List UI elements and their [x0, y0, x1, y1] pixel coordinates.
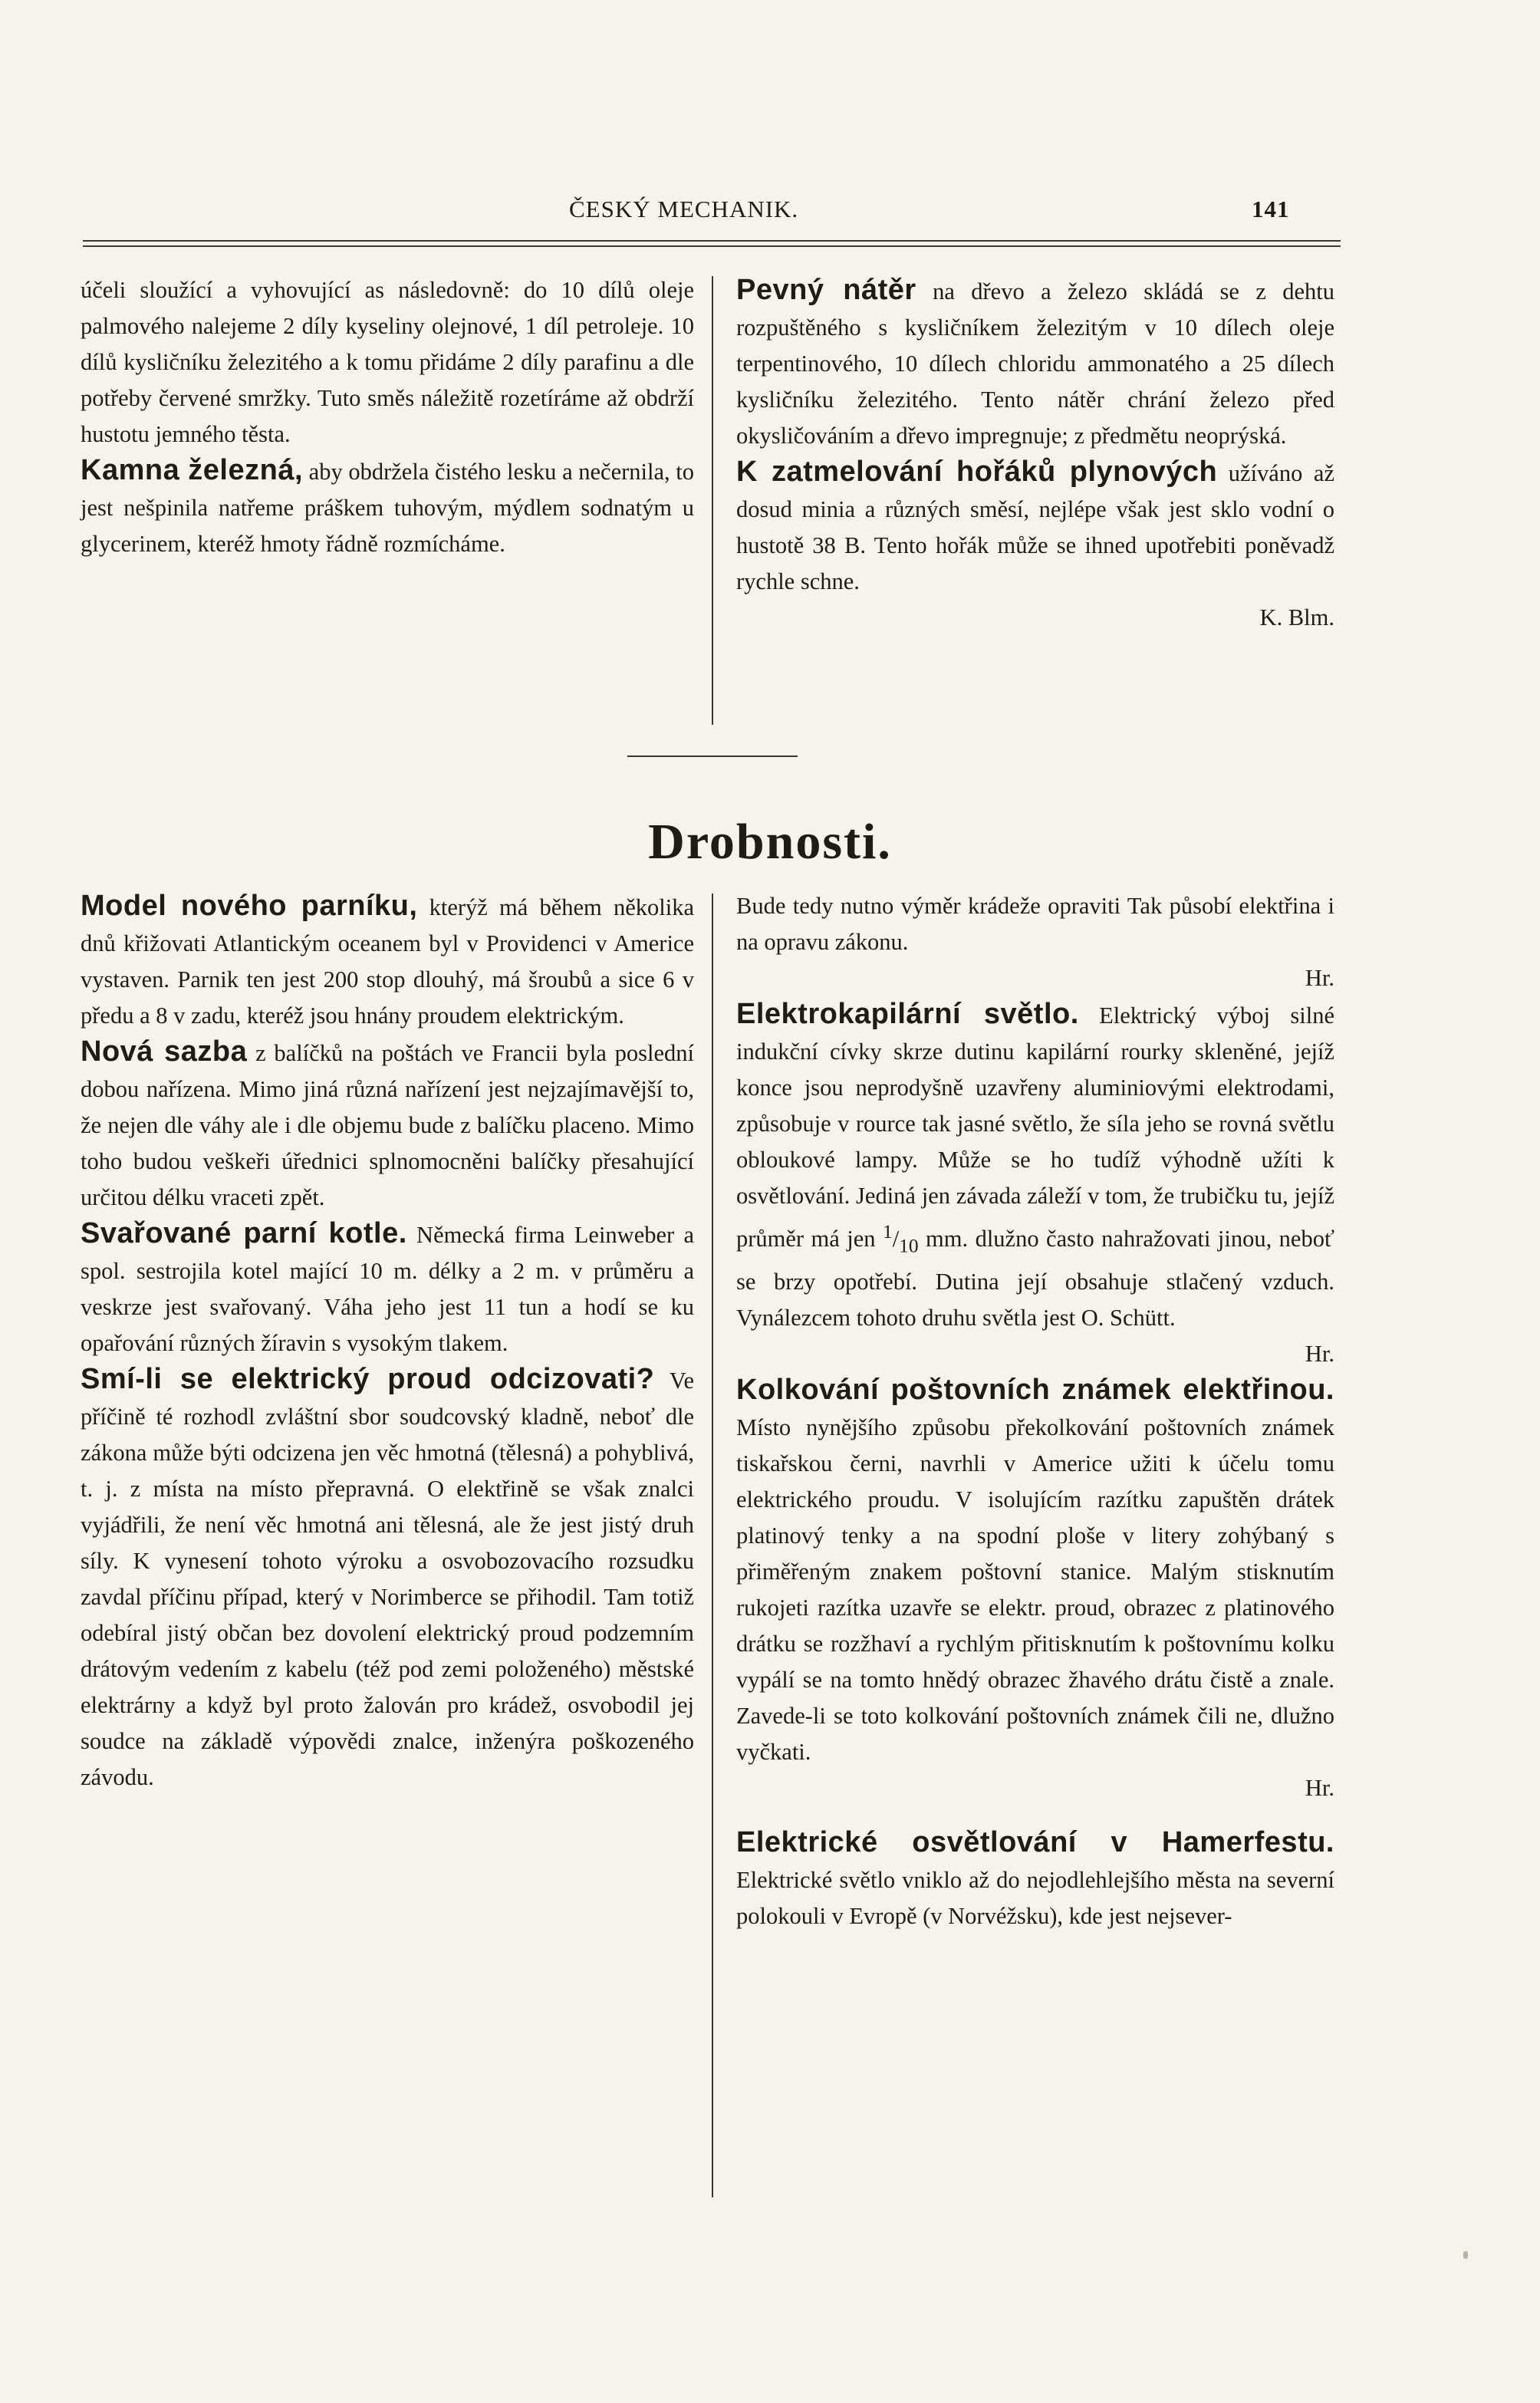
- parcel-rate-paragraph: [81, 1034, 694, 1216]
- gas-burner-signature: K. Blm.: [1259, 604, 1334, 630]
- theft-continuation-paragraph: Bude tedy nutno výměr krádeže opraviti Tak působí elektřina i na opravu zákonu.: [736, 893, 1334, 955]
- steamship-paragraph: [81, 888, 694, 1034]
- column-divider-top: [712, 276, 713, 725]
- header-rule-bottom: [83, 245, 1341, 247]
- parcel-rate-heading: Nová sazba: [81, 1035, 248, 1068]
- journal-title: ČESKÝ MECHANIK.: [569, 196, 799, 222]
- fraction-denominator: 10: [899, 1235, 919, 1257]
- section-divider-rule: [627, 755, 798, 757]
- welded-boiler-text: Německá firma Leinweber a spol. sestrojila kotel mající 10 m. délky a 2 m. v průměru a veskrze jest svařovaný. Váha jeho jest 11 tun a hodí se ku opařování různých žíravin s vysokým tlakem.: [81, 1222, 694, 1356]
- running-head: [0, 196, 1540, 234]
- stamp-cancelling-paragraph: [736, 1372, 1334, 1770]
- hammerfest-paragraph: [736, 1825, 1334, 1934]
- section-title: Drobnosti.: [648, 814, 892, 870]
- bottom-right-column: [736, 888, 1334, 1934]
- iron-stoves-heading: Kamna železná,: [81, 454, 304, 486]
- iron-stoves-paragraph: [81, 453, 694, 562]
- top-left-column: [81, 272, 694, 562]
- welded-boiler-heading: Svařované parní kotle.: [81, 1217, 407, 1249]
- steamship-heading: Model nového parníku,: [81, 890, 418, 922]
- electricity-theft-paragraph: [81, 1361, 694, 1796]
- electricity-theft-text: Ve příčině té rozhodl zvláštní sbor soudcovský kladně, neboť dle zákona může býti odcizena jen věc hmotná (tělesná) a pohyblivá, t. j. z místa na místo přepravná. O elektřině se však znalci vyjádřili, že není věc hmotná ani tělesná, ale že jest jistý druh síly. K vynesení tohoto výroku a osvobozovacího rozsudku zavdal příčinu případ, který v Norimberce se přihodil. Tam totiž odebíral jistý občan bez dovolení elektrický proud podzemním drátovým vedením z kabelu (též pod zemi položeného) městské elektrárny a když byl proto žalován pro krádež, osvobodil jej soudce na základě výpovědi znalce, inženýra poškozeného závodu.: [81, 1368, 694, 1790]
- bottom-left-column: [81, 888, 694, 1796]
- hammerfest-heading: Elektrické osvětlování v Hamerfestu.: [736, 1826, 1334, 1859]
- firm-coating-paragraph: [736, 272, 1334, 454]
- capillary-signature: Hr.: [1305, 1341, 1334, 1368]
- theft-signature: Hr.: [1305, 965, 1334, 991]
- header-rule-top: [83, 240, 1341, 242]
- iron-stoves-text: aby obdržela čistého lesku a nečernila, to jest nešpinila natřeme práškem tuhovým, mýdlem sodnatým u glycerinem, kteréž hmoty řádně rozmícháme.: [81, 459, 694, 557]
- varnish-recipe-paragraph: účeli sloužící a vyhovující as následovně: do 10 dílů oleje palmového nalejeme 2 díly kyseliny olejnové, 1 díl petroleje. 10 dílů kysličníku železitého a k tomu přidáme 2 díly parafinu a dle potřeby červené smržky. Tuto směs náležitě rozetíráme až obdrží hustotu jemného těsta.: [81, 277, 694, 447]
- top-right-column: [736, 272, 1334, 636]
- column-divider-bottom: [712, 894, 713, 2197]
- stamp-cancelling-text: Místo nynějšího způsobu překolkování poštovních známek tiskařskou černi, navrhli v Americe užiti k účelu tomu elektrického proudu. V isolujícím razítku zapuštěn drátek platinový tenky a na spodní ploše v litery zohýbaný s přiměřeným znakem poštovní stanice. Malým stisknutím rukojeti razítka uzavře se elektr. proud, obrazec z platinového drátku se rozžhaví a rychlým přitisknutím k poštovnímu kolku vypálí se na tomto hnědý obrazec žhavého drátu čistě a znale. Zavede-li se toto kolkování poštovních známek čili ne, dlužno vyčkati.: [736, 1414, 1334, 1766]
- capillary-light-text-b: mm. dlužno často nahražovati jinou, neboť se brzy opotřebí. Dutina její obsahuje stlačený vzduch. Vynálezcem tohoto druhu světla jest O. Schütt.: [736, 1226, 1334, 1332]
- hammerfest-text: Elektrické světlo vniklo až do nejodlehlejšího města na severní polokouli v Evropě (v Norvéžsku), kde jest nejsever-: [736, 1867, 1334, 1930]
- electricity-theft-heading: Smí-li se elektrický proud odcizovati?: [81, 1363, 655, 1395]
- fraction-numerator: 1: [882, 1221, 893, 1243]
- parcel-rate-text: z balíčků na poštách ve Francii byla poslední dobou nařízena. Mimo jiná různá nařízení jest nejzajímavější to, že nejen dle váhy ale i dle objemu bude z balíčku placeno. Mimo toho budou veškeři úřednici splnomocněni balíčky přesahující určitou délku vraceti zpět.: [81, 1040, 695, 1210]
- capillary-light-text-a: Elektrický výboj silné indukční cívky skrze dutinu kapilární rourky skleněné, jejíž konce jsou neprodyšně uzavřeny aluminiovými elektrodami, způsobuje v rource tak jasné světlo, že síla jeho se rovná světlu obloukové lampy. Může se ho tudíž výhodně užíti k osvětlování. Jediná jen závada záleží v tom, že trubičku tu, jejíž průměr má jen: [736, 1002, 1334, 1253]
- capillary-light-paragraph: Elektrokapilární světlo. Elektrický výboj silné indukční cívky skrze dutinu kapilární rourky skleněné, jejíž konce jsou neprodyšně uzavřeny aluminiovými elektrodami, způsobuje v rource tak jasné světlo, že síla jeho se rovná světlu obloukové lampy. Může se ho tudíž výhodně užíti k osvětlování. Jediná jen závada záleží v tom, že trubičku tu, jejíž průměr má jen $^1/_{10}$ mm. dlužno často nahražovati jinou, neboť se brzy opotřebí. Dutina její obsahuje stlačený vzduch. Vynálezcem tohoto druhu světla jest O. Schütt.: [736, 998, 1334, 1332]
- capillary-light-heading: Elektrokapilární světlo.: [736, 998, 1079, 1030]
- stamp-signature: Hr.: [1305, 1775, 1334, 1802]
- gas-burner-heading: K zatmelování hořáků plynových: [736, 456, 1218, 488]
- firm-coating-text: na dřevo a železo skládá se z dehtu rozpuštěného s kysličníkem železitým v 10 dílech oleje terpentinového, 10 dílech chloridu ammonatého a 25 dílech kysličníku železitého. Tento nátěr chrání železo před okysličováním a dřevo impregnuje; z předmětu neoprýská.: [736, 278, 1334, 449]
- welded-boiler-paragraph: [81, 1216, 694, 1361]
- gas-burner-paragraph: [736, 454, 1334, 600]
- paper-speck: [1463, 2251, 1468, 2259]
- firm-coating-heading: Pevný nátěr: [736, 274, 916, 306]
- stamp-cancelling-heading: Kolkování poštovních známek elektřinou.: [736, 1374, 1334, 1407]
- page-number: 141: [1252, 196, 1290, 222]
- steamship-text: kterýž má během několika dnů křižovati Atlantickým oceanem byl v Providenci v Americe vystaven. Parnik ten jest 200 stop dlouhý, má šroubů a sice 6 v předu a 8 v zadu, kteréž jsou hnány proudem elektrickým.: [81, 894, 694, 1029]
- gas-burner-text: užíváno až dosud minia a různých směsí, nejlépe však jest sklo vodní o hustotě 38 B. Tento hořák může se ihned upotřebiti poněvadž rychle schne.: [736, 460, 1335, 594]
